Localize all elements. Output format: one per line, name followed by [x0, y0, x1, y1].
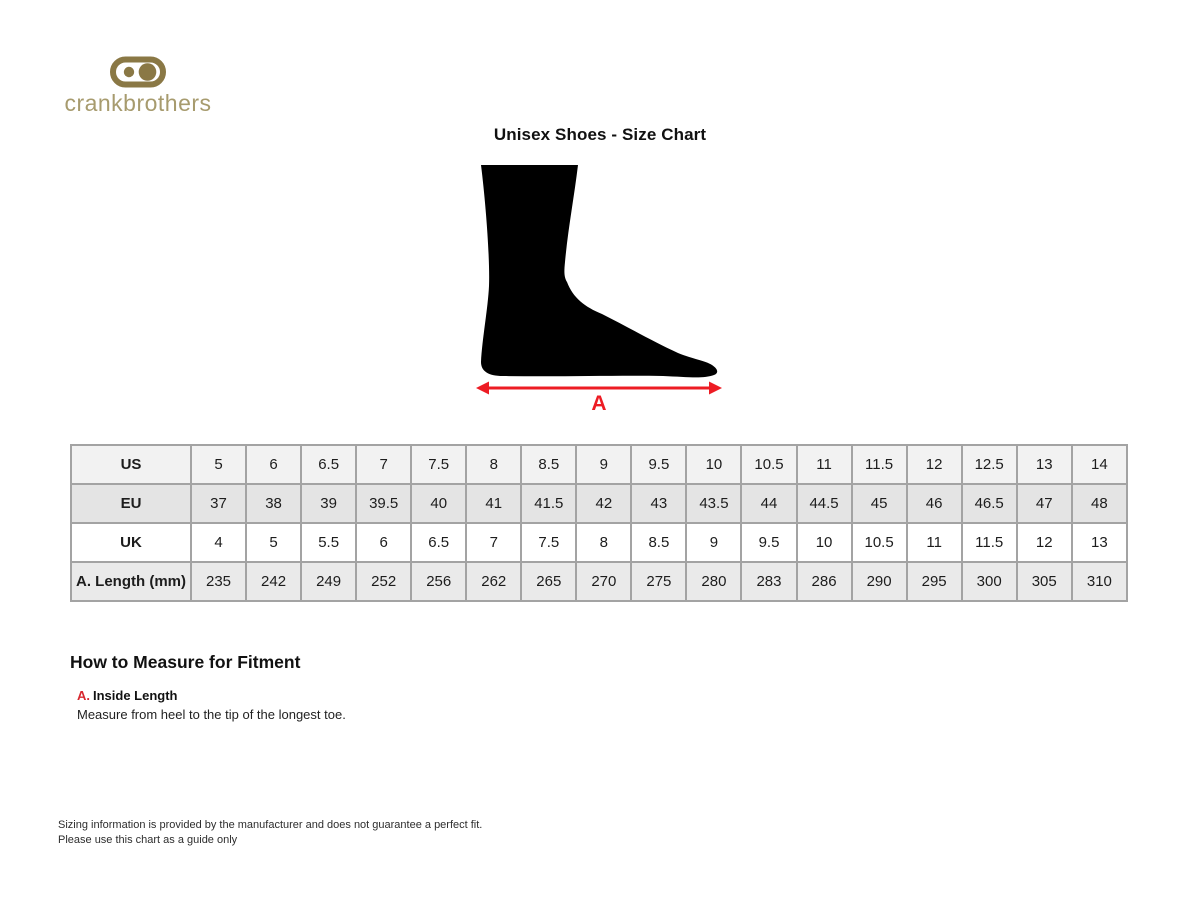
- size-cell: 283: [741, 562, 796, 601]
- brand-wordmark: crankbrothers: [64, 90, 212, 116]
- table-row: [71, 484, 1127, 523]
- size-cell: 6: [356, 523, 411, 562]
- size-cell: 47: [1017, 484, 1072, 523]
- brand-logo: [62, 56, 214, 117]
- size-cell: 40: [411, 484, 466, 523]
- size-cell: 5: [191, 445, 246, 484]
- size-cell: 7.5: [521, 523, 576, 562]
- size-cell: 12.5: [962, 445, 1017, 484]
- item-a-label: Inside Length: [93, 688, 178, 703]
- size-cell: 11.5: [852, 445, 907, 484]
- size-cell: 290: [852, 562, 907, 601]
- size-cell: 8.5: [631, 523, 686, 562]
- size-cell: 41.5: [521, 484, 576, 523]
- foot-silhouette-illustration: [478, 165, 720, 379]
- size-cell: 41: [466, 484, 521, 523]
- size-cell: 6.5: [301, 445, 356, 484]
- size-table-body: [71, 445, 1127, 601]
- size-cell: 5.5: [301, 523, 356, 562]
- size-table-container: [70, 444, 1128, 602]
- size-cell: 39: [301, 484, 356, 523]
- size-cell: 43: [631, 484, 686, 523]
- size-cell: 9.5: [631, 445, 686, 484]
- table-row: [71, 523, 1127, 562]
- row-header: EU: [71, 484, 191, 523]
- size-cell: 4: [191, 523, 246, 562]
- disclaimer-line-1: Sizing information is provided by the manufacturer and does not guarantee a perfect fit.: [58, 819, 483, 831]
- size-cell: 9: [576, 445, 631, 484]
- size-cell: 10.5: [741, 445, 796, 484]
- size-cell: 300: [962, 562, 1017, 601]
- size-cell: 7: [356, 445, 411, 484]
- size-cell: 235: [191, 562, 246, 601]
- row-header: UK: [71, 523, 191, 562]
- inside-length-description: Measure from heel to the tip of the longest toe.: [77, 707, 346, 722]
- size-cell: 42: [576, 484, 631, 523]
- size-cell: 39.5: [356, 484, 411, 523]
- size-cell: 13: [1017, 445, 1072, 484]
- size-cell: 37: [191, 484, 246, 523]
- size-cell: 8: [466, 445, 521, 484]
- size-cell: 286: [797, 562, 852, 601]
- measurement-a-label: A: [591, 392, 607, 415]
- size-cell: 12: [1017, 523, 1072, 562]
- size-cell: 8.5: [521, 445, 576, 484]
- how-to-measure-heading: How to Measure for Fitment: [70, 652, 301, 672]
- size-cell: 14: [1072, 445, 1127, 484]
- size-cell: 252: [356, 562, 411, 601]
- size-cell: 10: [797, 523, 852, 562]
- size-cell: 270: [576, 562, 631, 601]
- size-cell: 13: [1072, 523, 1127, 562]
- table-row: [71, 562, 1127, 601]
- size-cell: 9.5: [741, 523, 796, 562]
- crankbrothers-pedal-icon: [109, 56, 167, 88]
- row-header: A. Length (mm): [71, 562, 191, 601]
- size-cell: 8: [576, 523, 631, 562]
- size-cell: 46.5: [962, 484, 1017, 523]
- size-cell: 280: [686, 562, 741, 601]
- size-cell: 11.5: [962, 523, 1017, 562]
- page-title: Unisex Shoes - Size Chart: [493, 125, 707, 144]
- size-cell: 310: [1072, 562, 1127, 601]
- size-cell: 265: [521, 562, 576, 601]
- size-cell: 262: [466, 562, 521, 601]
- size-cell: 10: [686, 445, 741, 484]
- size-cell: 7: [466, 523, 521, 562]
- size-cell: 11: [797, 445, 852, 484]
- size-cell: 12: [907, 445, 962, 484]
- size-cell: 275: [631, 562, 686, 601]
- size-cell: 10.5: [852, 523, 907, 562]
- row-header: US: [71, 445, 191, 484]
- size-cell: 249: [301, 562, 356, 601]
- size-cell: 242: [246, 562, 301, 601]
- size-cell: 48: [1072, 484, 1127, 523]
- size-cell: 7.5: [411, 445, 466, 484]
- size-cell: 46: [907, 484, 962, 523]
- size-cell: 45: [852, 484, 907, 523]
- size-cell: 44: [741, 484, 796, 523]
- size-cell: 295: [907, 562, 962, 601]
- inside-length-item: [77, 688, 178, 703]
- sizing-disclaimer: [58, 818, 482, 848]
- size-table: [70, 444, 1128, 602]
- size-cell: 256: [411, 562, 466, 601]
- size-cell: 9: [686, 523, 741, 562]
- size-cell: 43.5: [686, 484, 741, 523]
- size-cell: 5: [246, 523, 301, 562]
- size-cell: 44.5: [797, 484, 852, 523]
- size-cell: 6.5: [411, 523, 466, 562]
- disclaimer-line-2: Please use this chart as a guide only: [58, 834, 238, 846]
- size-cell: 11: [907, 523, 962, 562]
- size-cell: 38: [246, 484, 301, 523]
- size-cell: 305: [1017, 562, 1072, 601]
- size-cell: 6: [246, 445, 301, 484]
- table-row: [71, 445, 1127, 484]
- item-a-marker: A.: [77, 688, 90, 703]
